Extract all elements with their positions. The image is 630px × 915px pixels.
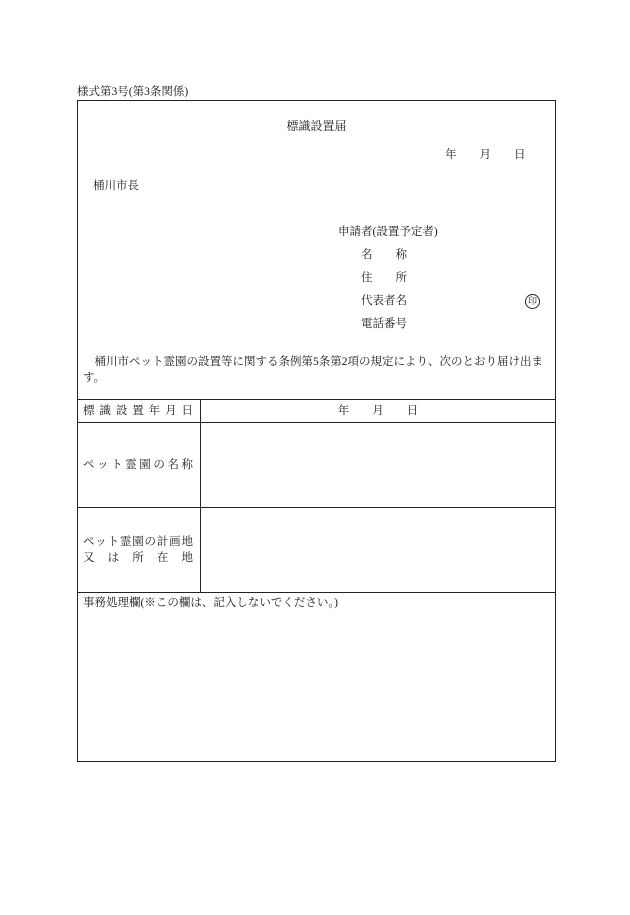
applicant-address-label: 住 所 — [361, 272, 407, 284]
addressee: 桶川市長 — [93, 180, 139, 192]
applicant-name-label: 名 称 — [361, 249, 407, 261]
submission-date-line: 年 月 日 — [445, 149, 526, 161]
cemetery-name-value-cell — [201, 423, 555, 507]
cemetery-name-label: ペット霊園の名称 — [83, 459, 193, 471]
cemetery-name-label-cell — [78, 423, 201, 507]
details-table — [78, 399, 555, 761]
phone-number-label: 電話番号 — [361, 318, 407, 330]
declaration-statement: 桶川市ペット霊園の設置等に関する条例第5条第2項の規定により、次のとおり届け出ます。 — [83, 356, 543, 384]
planned-location-label-cell — [78, 508, 201, 592]
installation-date-value-cell — [201, 400, 555, 422]
installation-date-label-cell — [78, 400, 201, 422]
installation-date-label: 標識設置年月日 — [83, 405, 193, 417]
planned-location-value-cell — [201, 508, 555, 592]
form-number: 様式第3号(第3条関係) — [77, 86, 189, 98]
planned-location-label-line1: ペット霊園の計画地 — [83, 536, 193, 548]
installation-date-value: 年 月 日 — [337, 405, 419, 417]
table-row-cemetery-name — [78, 422, 555, 507]
seal-mark: 印 — [525, 294, 540, 309]
table-row-installation-date — [78, 399, 555, 422]
form-title: 標識設置届 — [286, 119, 347, 133]
table-row-planned-location — [78, 507, 555, 592]
applicant-heading: 申請者(設置予定者) — [338, 226, 438, 238]
form-frame — [77, 100, 556, 762]
planned-location-label-line2: 又は所在地 — [83, 552, 193, 564]
office-use-label: 事務処理欄(※この欄は、記入しないでください。) — [83, 597, 338, 609]
representative-name-label: 代表者名 — [361, 295, 407, 307]
table-row-office-use — [78, 592, 555, 761]
